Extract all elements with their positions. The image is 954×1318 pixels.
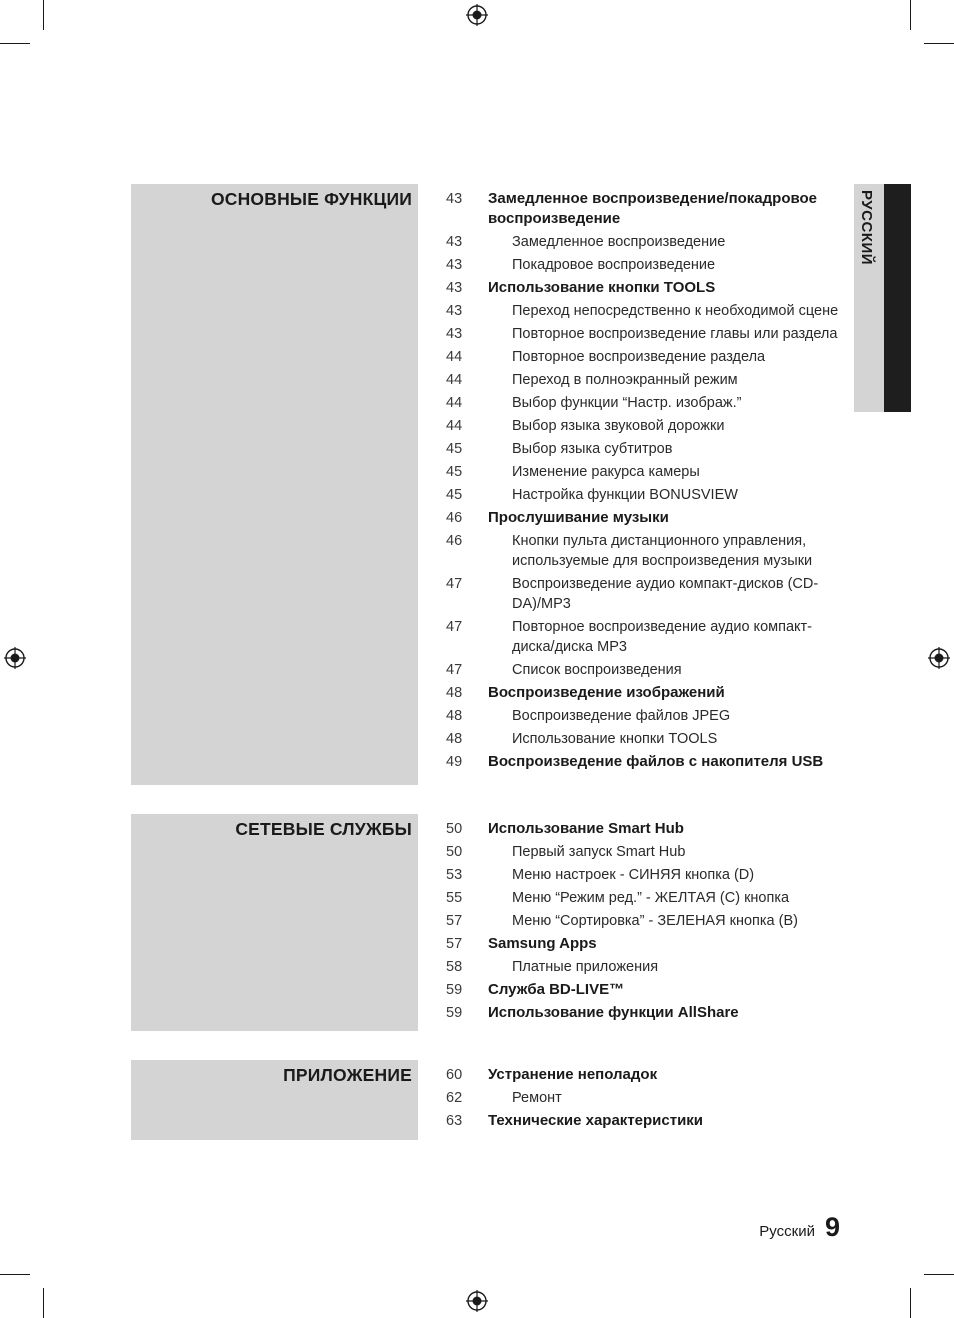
toc-entry-title: Воспроизведение аудио компакт-дисков (CD-DA)/MP3 (512, 576, 819, 612)
toc-entry-title: Покадровое воспроизведение (512, 257, 716, 273)
toc-entry (446, 508, 846, 528)
toc-entry (446, 842, 846, 862)
toc-entry (446, 232, 846, 252)
toc-entry (446, 324, 846, 344)
toc-page-number: 59 (446, 982, 463, 998)
toc-page-number: 43 (446, 257, 463, 273)
crop-mark (910, 1288, 911, 1318)
footer-language: Русский (759, 1223, 815, 1240)
toc-list-basic-functions (446, 189, 846, 775)
toc-entry-title: Платные приложения (512, 959, 659, 975)
toc-entry (446, 485, 846, 505)
toc-page-number: 46 (446, 510, 463, 526)
language-tab-label: РУССКИЙ (858, 190, 875, 266)
toc-entry (446, 255, 846, 275)
toc-entry (446, 980, 846, 1000)
toc-entry-title: Меню “Режим ред.” - ЖЕЛТАЯ (C) кнопка (512, 890, 790, 906)
toc-entry (446, 1065, 846, 1085)
toc-page-number: 45 (446, 487, 463, 503)
toc-entry (446, 683, 846, 703)
toc-entry-title: Меню “Сортировка” - ЗЕЛЕНАЯ кнопка (B) (512, 913, 798, 929)
page-number: 9 (824, 1212, 840, 1242)
toc-page-number: 48 (446, 685, 463, 701)
section-box-basic-functions (131, 184, 418, 785)
toc-entry-title: Технические характеристики (488, 1112, 704, 1129)
crop-mark (43, 1288, 44, 1318)
toc-entry-title: Использование кнопки TOOLS (512, 731, 718, 747)
page-footer (759, 1212, 840, 1243)
toc-entry (446, 189, 846, 229)
toc-entry-title: Настройка функции BONUSVIEW (512, 487, 738, 503)
toc-entry-title: Выбор функции “Настр. изображ.” (512, 395, 742, 411)
toc-page-number: 43 (446, 303, 463, 319)
toc-page-number: 47 (446, 662, 463, 678)
section-box-appendix (131, 1060, 418, 1140)
toc-page-number: 63 (446, 1113, 463, 1129)
toc-entry (446, 370, 846, 390)
toc-list-appendix (446, 1065, 846, 1134)
toc-entry-title: Повторное воспроизведение раздела (512, 349, 766, 365)
toc-entry (446, 706, 846, 726)
crop-mark (43, 0, 44, 30)
section-box-network-services (131, 814, 418, 1031)
toc-list-network-services (446, 819, 846, 1026)
toc-entry-title: Samsung Apps (488, 935, 597, 952)
toc-entry-title: Кнопки пульта дистанционного управления, используемые для воспроизведения музыки (512, 533, 813, 569)
toc-page-number: 49 (446, 754, 463, 770)
toc-entry-title: Служба BD-LIVE™ (488, 981, 625, 998)
toc-page-number: 59 (446, 1005, 463, 1021)
toc-page-number: 44 (446, 372, 463, 388)
toc-entry (446, 301, 846, 321)
toc-entry-title: Замедленное воспроизведение (512, 234, 726, 250)
toc-entry (446, 617, 846, 657)
toc-entry-title: Использование кнопки TOOLS (488, 279, 716, 296)
crop-mark (0, 1274, 30, 1275)
toc-page-number: 43 (446, 326, 463, 342)
toc-page-number: 58 (446, 959, 463, 975)
toc-entry-title: Воспроизведение изображений (488, 684, 725, 701)
toc-entry (446, 393, 846, 413)
toc-entry-title: Переход в полноэкранный режим (512, 372, 738, 388)
toc-page-number: 57 (446, 913, 463, 929)
crop-mark (910, 0, 911, 30)
toc-entry-title: Использование функции AllShare (488, 1004, 739, 1021)
section-title: ОСНОВНЫЕ ФУНКЦИИ (210, 189, 412, 209)
toc-page-number: 44 (446, 418, 463, 434)
toc-page-number: 45 (446, 441, 463, 457)
toc-entry-title: Список воспроизведения (512, 662, 682, 678)
toc-entry (446, 819, 846, 839)
registration-crosshair-icon (466, 1290, 488, 1312)
toc-entry-title: Меню настроек - СИНЯЯ кнопка (D) (512, 867, 755, 883)
toc-page-number: 48 (446, 731, 463, 747)
language-tab-marker (884, 184, 911, 412)
toc-entry (446, 574, 846, 614)
toc-page-number: 44 (446, 395, 463, 411)
toc-entry-title: Повторное воспроизведение главы или раздела (512, 326, 838, 342)
crop-mark (0, 43, 30, 44)
toc-page-number: 62 (446, 1090, 463, 1106)
toc-page-number: 47 (446, 576, 463, 592)
toc-entry (446, 1111, 846, 1131)
toc-entry-title: Ремонт (512, 1090, 562, 1106)
registration-crosshair-icon (4, 647, 26, 669)
toc-page-number: 60 (446, 1067, 463, 1083)
toc-entry-title: Использование Smart Hub (488, 820, 684, 837)
toc-entry-title: Воспроизведение файлов с накопителя USB (488, 753, 824, 770)
toc-page-number: 48 (446, 708, 463, 724)
toc-page-number: 44 (446, 349, 463, 365)
toc-entry (446, 911, 846, 931)
toc-page-number: 46 (446, 533, 463, 549)
registration-crosshair-icon (466, 4, 488, 26)
toc-entry-title: Устранение неполадок (488, 1066, 658, 1083)
toc-entry-title: Выбор языка звуковой дорожки (512, 418, 725, 434)
toc-entry (446, 531, 846, 571)
toc-page-number: 55 (446, 890, 463, 906)
toc-entry-title: Прослушивание музыки (488, 509, 669, 526)
toc-entry (446, 347, 846, 367)
toc-entry (446, 888, 846, 908)
toc-entry (446, 278, 846, 298)
toc-page-number: 50 (446, 844, 463, 860)
toc-entry (446, 660, 846, 680)
toc-entry (446, 1088, 846, 1108)
toc-page-number: 43 (446, 191, 463, 207)
toc-page-number: 45 (446, 464, 463, 480)
toc-page-number: 50 (446, 821, 463, 837)
toc-entry (446, 462, 846, 482)
toc-entry (446, 1003, 846, 1023)
toc-entry (446, 934, 846, 954)
toc-entry (446, 439, 846, 459)
crop-mark (924, 1274, 954, 1275)
section-title: СЕТЕВЫЕ СЛУЖБЫ (235, 819, 412, 839)
toc-entry (446, 729, 846, 749)
toc-page-number: 43 (446, 280, 463, 296)
toc-entry (446, 957, 846, 977)
toc-page-number: 57 (446, 936, 463, 952)
crop-mark (924, 43, 954, 44)
toc-page-number: 43 (446, 234, 463, 250)
toc-entry-title: Переход непосредственно к необходимой сцене (512, 303, 839, 319)
toc-entry-title: Изменение ракурса камеры (512, 464, 700, 480)
toc-entry-title: Первый запуск Smart Hub (512, 844, 686, 860)
toc-entry (446, 416, 846, 436)
registration-crosshair-icon (928, 647, 950, 669)
toc-entry (446, 865, 846, 885)
toc-entry-title: Замедленное воспроизведение/покадровое воспроизведение (488, 190, 818, 227)
toc-page-number: 47 (446, 619, 463, 635)
toc-entry-title: Воспроизведение файлов JPEG (512, 708, 731, 724)
toc-entry-title: Повторное воспроизведение аудио компакт-диска/диска MP3 (512, 619, 812, 655)
section-title: ПРИЛОЖЕНИЕ (283, 1065, 412, 1085)
toc-page-number: 53 (446, 867, 463, 883)
toc-entry (446, 752, 846, 772)
toc-entry-title: Выбор языка субтитров (512, 441, 673, 457)
